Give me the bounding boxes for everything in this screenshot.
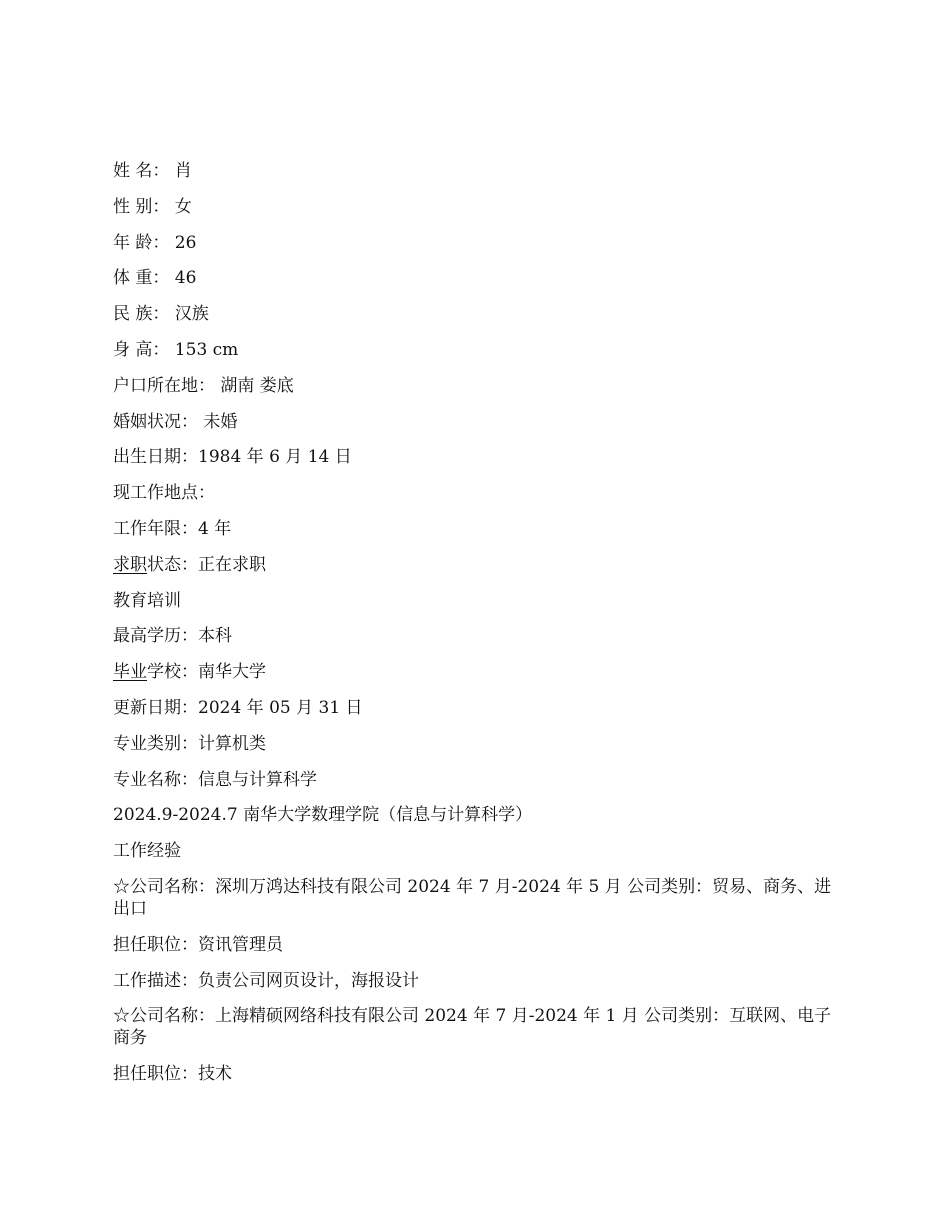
- name-line: 姓 名： 肖: [113, 161, 192, 181]
- household-line: 户口所在地： 湖南 娄底: [113, 375, 294, 396]
- school-rest: 学校：南华大学: [147, 662, 266, 683]
- weight-line: 体 重： 46: [113, 268, 197, 289]
- major-category-line: 专业类别：计算机类: [113, 733, 266, 754]
- height-line: 身 高： 153 cm: [113, 339, 239, 360]
- birthdate-line: 出生日期：1984 年 6 月 14 日: [113, 447, 352, 468]
- education-entry-line: 2024.9-2024.7 南华大学数理学院（信息与计算科学）: [113, 805, 533, 826]
- job1-position-line: 担任职位：资讯管理员: [113, 934, 283, 955]
- school-line: [113, 661, 833, 683]
- education-heading: 教育培训: [113, 590, 181, 611]
- job1-company-line: ☆公司名称：深圳万鸿达科技有限公司 2024 年 7 月-2024 年 5 月 公司类别：贸易、商务、进出口: [113, 876, 832, 919]
- marital-line: 婚姻状况： 未婚: [113, 411, 238, 432]
- work-location-line: 现工作地点：: [113, 483, 215, 504]
- age-line: 年 龄： 26: [113, 232, 197, 253]
- work-years-line: 工作年限：4 年: [113, 518, 232, 539]
- job2-company-line: ☆公司名称：上海精硕网络科技有限公司 2024 年 7 月-2024 年 1 月 公司类别：互联网、电子商务: [113, 1006, 832, 1049]
- job-status-line: [113, 554, 833, 576]
- update-date-line: 更新日期：2024 年 05 月 31 日: [113, 697, 363, 718]
- job-status-rest: 状态：正在求职: [147, 554, 266, 575]
- work-heading: 工作经验: [113, 841, 181, 862]
- highest-degree-line: 最高学历：本科: [113, 626, 232, 647]
- job-status-underlined: 求职: [113, 554, 147, 575]
- job2-position-line: 担任职位：技术: [113, 1064, 232, 1085]
- school-underlined: 毕业: [113, 662, 147, 683]
- gender-line: 性 别： 女: [113, 196, 192, 217]
- ethnicity-line: 民 族： 汉族: [113, 304, 209, 325]
- job1-description-line: 工作描述：负责公司网页设计，海报设计: [113, 970, 419, 991]
- major-name-line: 专业名称：信息与计算科学: [113, 769, 317, 790]
- resume-document: [113, 160, 833, 1099]
